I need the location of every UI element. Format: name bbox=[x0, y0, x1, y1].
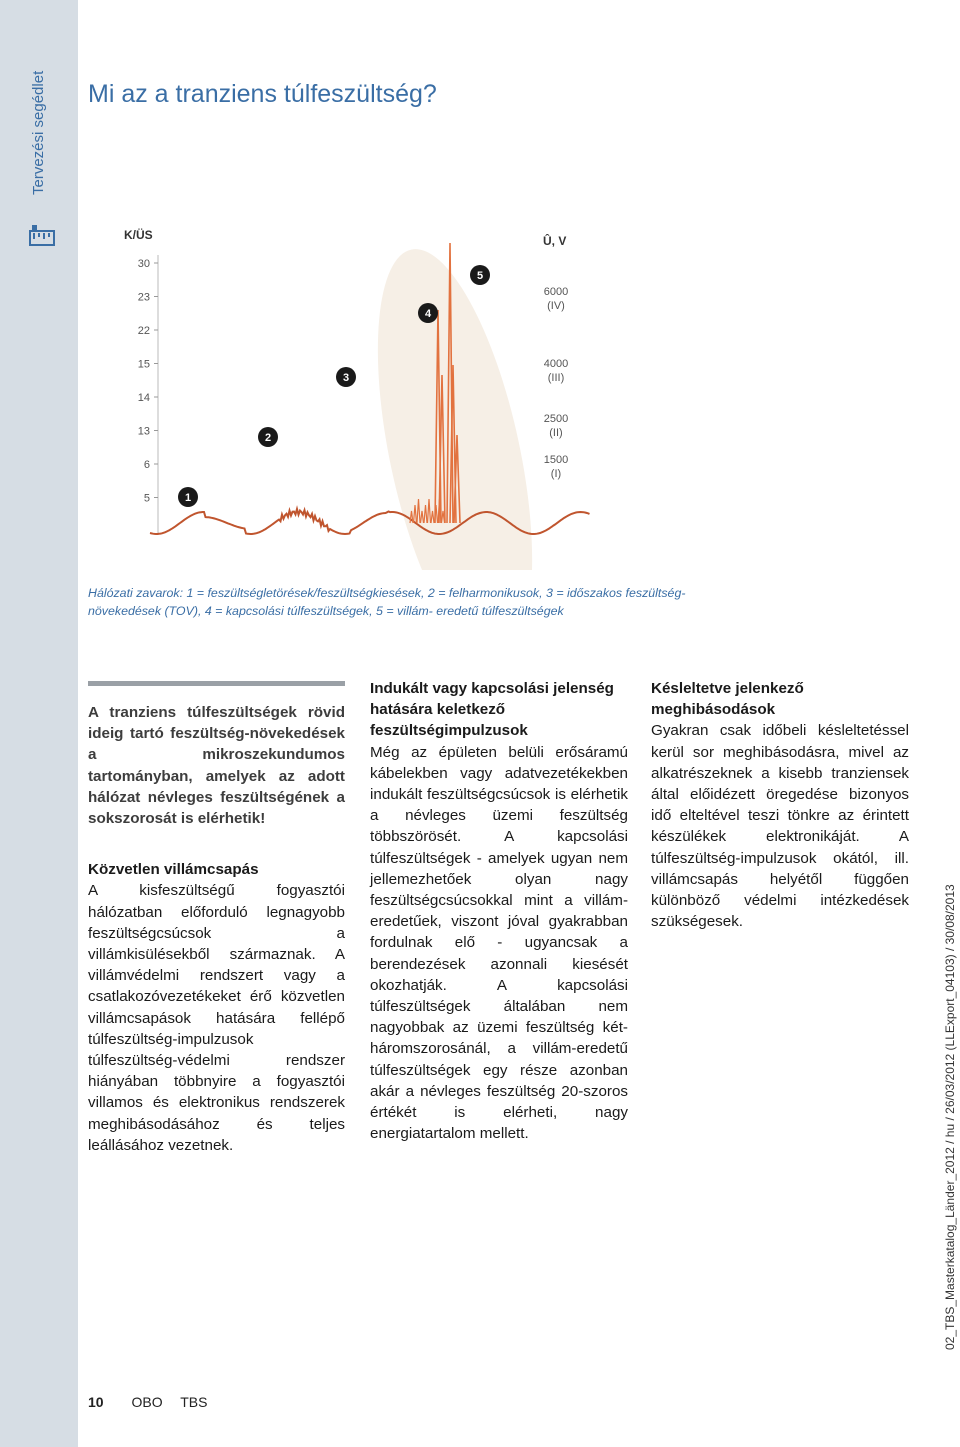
marker-3-label: 3 bbox=[342, 372, 350, 384]
column-rule bbox=[88, 681, 345, 686]
right-axis-ticks bbox=[544, 286, 568, 480]
marker-2-label: 2 bbox=[264, 432, 272, 444]
left-axis-ticks bbox=[138, 258, 158, 505]
left-axis-label: K/ÜS bbox=[124, 228, 153, 242]
right-tick-label: 4000 bbox=[543, 358, 569, 370]
page-footer bbox=[88, 1394, 221, 1410]
lightning-zone bbox=[348, 236, 562, 570]
marker-4-label: 4 bbox=[424, 308, 432, 320]
right-tick-sublabel: (IV) bbox=[547, 300, 565, 312]
left-tick-label: 14 bbox=[137, 392, 150, 404]
marker-5-label: 5 bbox=[476, 270, 484, 282]
file-reference-note: 02_TBS_Masterkatalog_Länder_2012 / hu / 26/03/2012 (LLExport_04103) / 30/08/2013 bbox=[943, 884, 957, 1350]
direct-lightning-text: A kisfeszültségű fogyasztói hálózatban előforduló legnagyobb feszültségcsúcsok a villámkisülésekből származnak. A villámvédelmi rendszert vagy a csatlakozóvezetékeket érő közvetlen villámcsapások hatására fellépő túlfeszültség-impulzusok túlfeszültség-védelmi rendszer hiányában többnyire a fogyasztói villamos és elektronikus rendszerek meghibásodásához és teljes leállásához vezetnek. bbox=[88, 882, 345, 1154]
right-tick-sublabel: (II) bbox=[549, 427, 563, 439]
right-tick-label: 1500 bbox=[543, 454, 569, 466]
column-3 bbox=[651, 678, 909, 932]
right-tick-label: 6000 bbox=[543, 286, 569, 298]
column-2 bbox=[370, 678, 628, 1144]
marker-1-label: 1 bbox=[184, 492, 192, 504]
disturbance-chart bbox=[110, 215, 630, 570]
left-tick-label: 15 bbox=[137, 358, 150, 371]
delayed-failure-heading: Késleltetve jelenkező meghibásodások bbox=[651, 680, 804, 719]
direct-lightning-heading: Közvetlen villámcsapás bbox=[88, 861, 259, 879]
right-tick-sublabel: (III) bbox=[547, 372, 565, 384]
left-tick-label: 23 bbox=[137, 291, 150, 304]
right-tick-label: 2500 bbox=[543, 413, 569, 425]
brand-tbs: TBS bbox=[180, 1394, 208, 1410]
left-tick-label: 30 bbox=[137, 258, 150, 270]
page-number: 10 bbox=[88, 1394, 104, 1410]
delayed-failure-text: Gyakran csak időbeli késleltetéssel kerül sor meghibásodásra, mivel az alkatrészeknek a kisebb tranziensek által előidézett öregedése bizonyos idő elteltével teszi tönkre az érintett készülékek elektronikáját. A túlfeszültség-impulzusok okától, ill. villámcsapás helyétől függően különböző védelmi intézkedések szükségesek. bbox=[651, 722, 909, 931]
tool-ruler-icon bbox=[29, 222, 55, 248]
left-tick-label: 6 bbox=[143, 459, 150, 471]
brand-obo: OBO bbox=[131, 1394, 163, 1410]
right-axis-label: Û, V bbox=[543, 234, 567, 248]
figure-caption: Hálózati zavarok: 1 = feszültségletörések/feszültségkiesések, 2 = felharmonikusok, 3 = időszakos feszültség-növekedések (TOV), 4 = kapcsolási túlfeszültségek, 5 = villám- eredetű túlfeszültségek bbox=[88, 586, 686, 618]
sidebar-band bbox=[0, 0, 78, 1447]
right-tick-sublabel: (I) bbox=[550, 468, 562, 480]
induced-switching-heading: Indukált vagy kapcsolási jelenség hatására keletkező feszültségimpulzusok bbox=[370, 680, 614, 740]
lead-paragraph: A tranziens túlfeszültségek rövid ideig tartó feszültség-növekedések a mikroszekundumos tartományban, amelyek az adott hálózat névleges feszültségének a sokszorosát is elérhetik! bbox=[88, 704, 345, 828]
section-label: Tervezési segédlet bbox=[30, 70, 47, 195]
left-tick-label: 22 bbox=[137, 325, 150, 337]
left-tick-label: 13 bbox=[137, 425, 150, 438]
page-title: Mi az a tranziens túlfeszültség? bbox=[88, 80, 437, 108]
induced-switching-text: Még az épületen belüli erősáramú kábelekben vagy adatvezetékekben indukált feszültségcsúcsok is elérhetik a névleges üzemi feszültség többszörösét. A kapcsolási túlfeszültségek - amelyek ugyan nem jellemezhetőek olyan nagy feszültségcsúcsokkal mint a villám-eredetűek, viszont jóval gyakrabban fordulnak elő - ugyancsak a berendezések azonnali kiesését okozhatják. A kapcsolási túlfeszültségek általában nem nagyobbak az üzemi feszültség két- háromszorosánál, a villám-eredetű túlfeszültségek egy része azonban akár a névleges feszültség 20-szoros értékét is elérheti, nagy energiatartalom mellett. bbox=[370, 743, 628, 1143]
left-tick-label: 5 bbox=[143, 492, 150, 505]
column-1 bbox=[88, 702, 345, 1156]
